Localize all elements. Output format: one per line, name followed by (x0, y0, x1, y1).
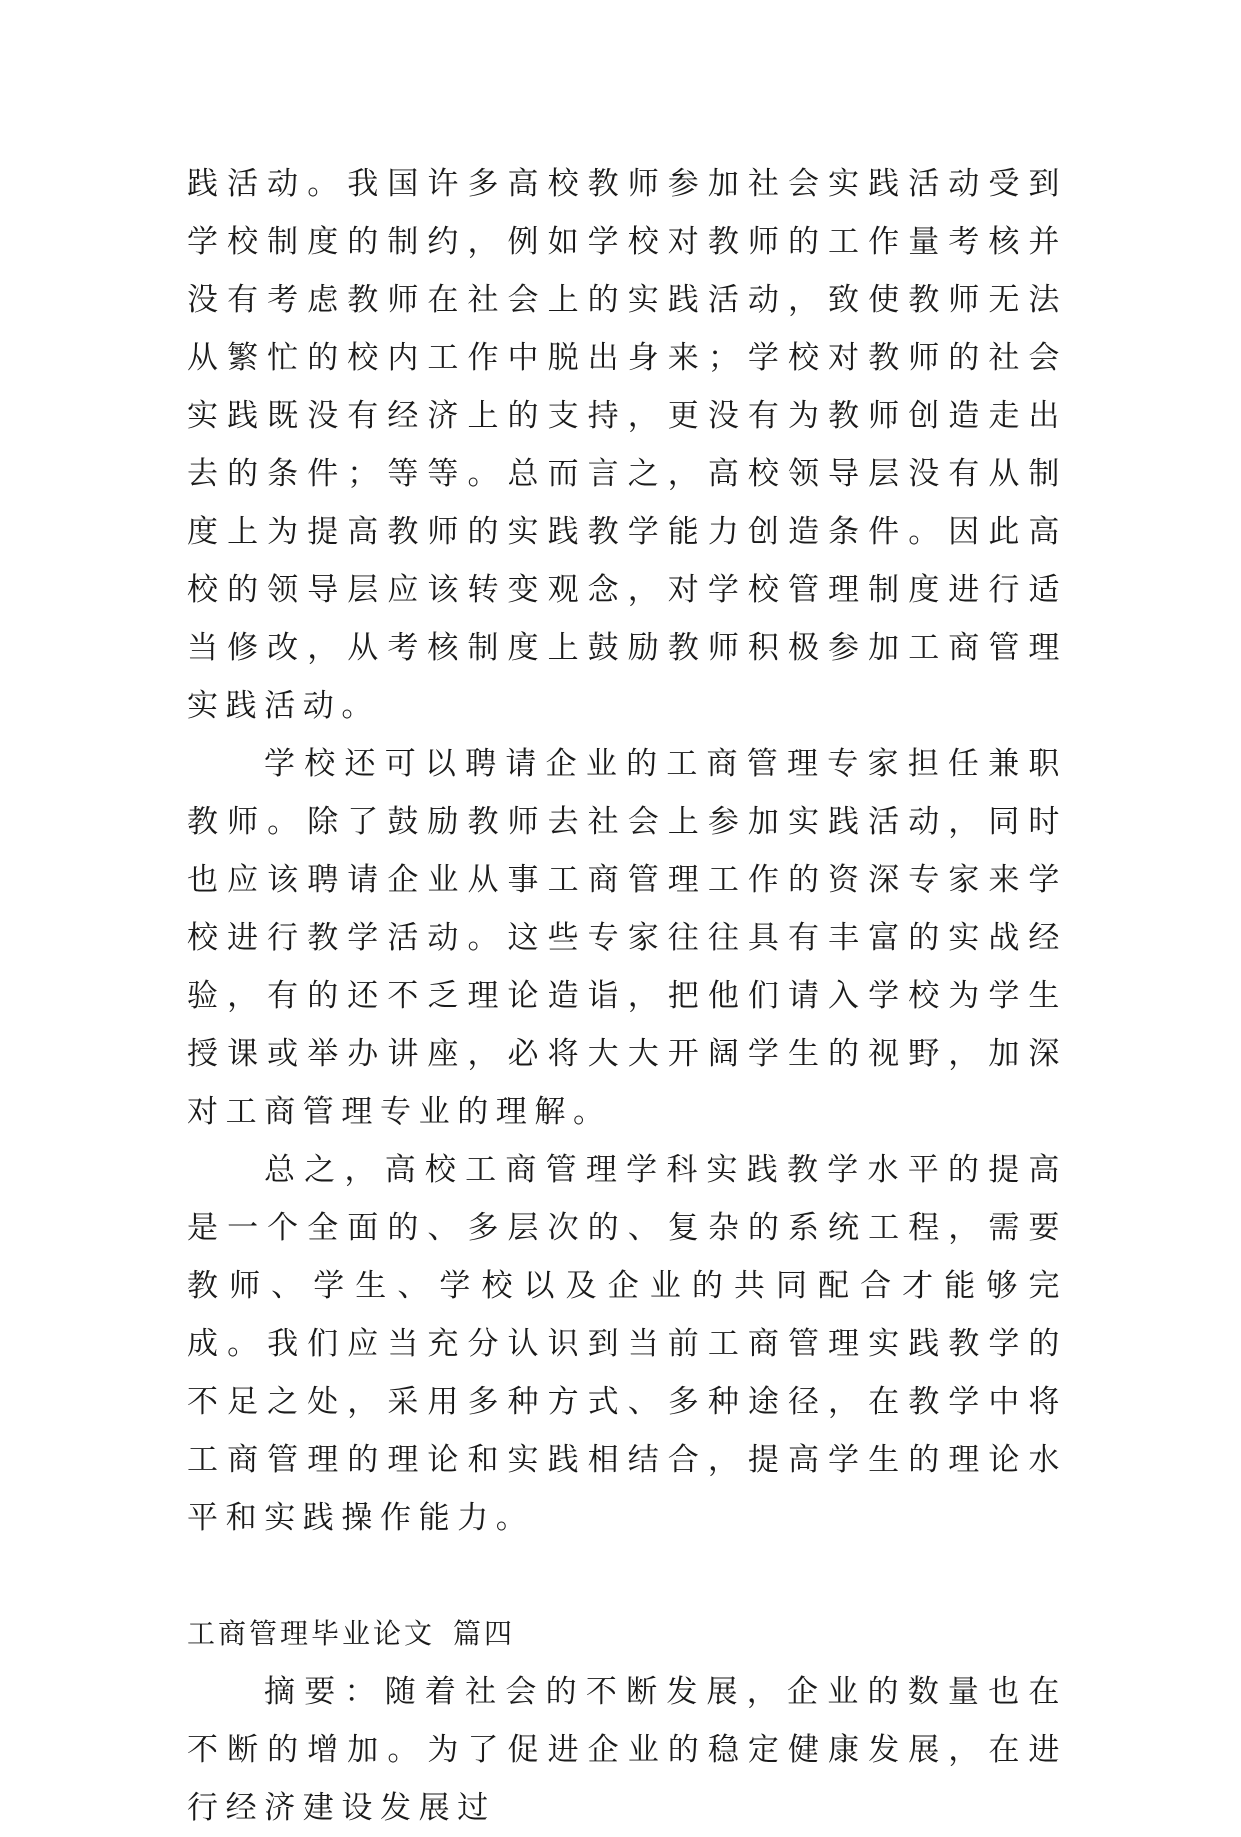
body-paragraph: 总之，高校工商管理学科实践教学水平的提高是一个全面的、多层次的、复杂的系统工程，需要教师、学生、学校以及企业的共同配合才能够完成。我们应当充分认识到当前工商管理实践教学的不足之处，采用多种方式、多种途径，在教学中将工商管理的理论和实践相结合，提高学生的理论水平和实践操作能力。 (187, 1152, 1067, 1536)
section-heading (187, 1605, 1067, 1663)
section-heading-part: 篇四 (453, 1617, 516, 1650)
body-paragraph: 摘要：随着社会的不断发展，企业的数量也在不断的增加。为了促进企业的稳定健康发展，在进行经济建设发展过 (187, 1674, 1067, 1826)
document-page (187, 155, 1067, 1837)
body-paragraph: 践活动。我国许多高校教师参加社会实践活动受到学校制度的制约，例如学校对教师的工作量考核并没有考虑教师在社会上的实践活动，致使教师无法从繁忙的校内工作中脱出身来；学校对教师的社会实践既没有经济上的支持，更没有为教师创造走出去的条件；等等。总而言之，高校领导层没有从制度上为提高教师的实践教学能力创造条件。因此高校的领导层应该转变观念，对学校管理制度进行适当修改，从考核制度上鼓励教师积极参加工商管理实践活动。 (187, 166, 1067, 724)
body-paragraph: 学校还可以聘请企业的工商管理专家担任兼职教师。除了鼓励教师去社会上参加实践活动，同时也应该聘请企业从事工商管理工作的资深专家来学校进行教学活动。这些专家往往具有丰富的实战经验，有的还不乏理论造诣，把他们请入学校为学生授课或举办讲座，必将大大开阔学生的视野，加深对工商管理专业的理解。 (187, 746, 1067, 1130)
section-heading-title: 工商管理毕业论文 (187, 1617, 436, 1650)
